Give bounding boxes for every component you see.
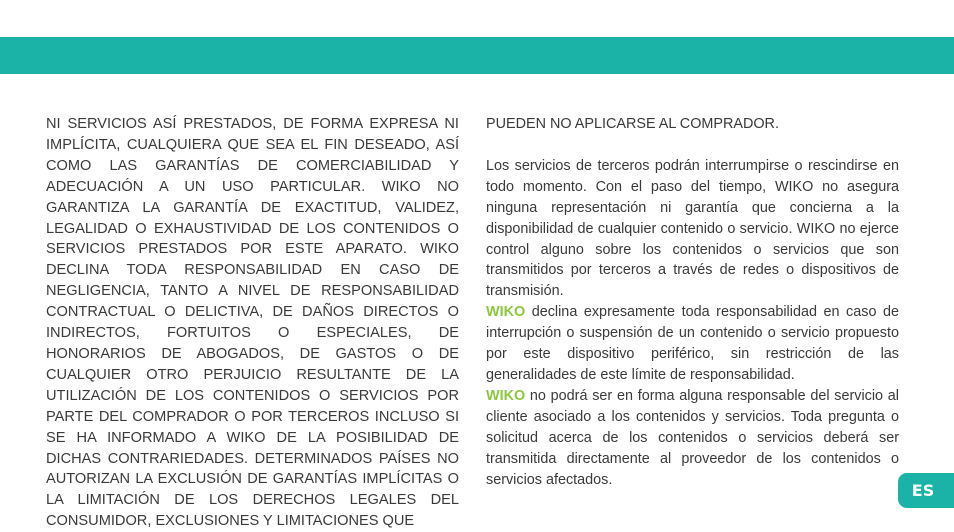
right-column [486, 114, 899, 490]
third-party-services-paragraph: Los servicios de terceros podrán interrumpirse o rescindirse en todo momento. Con el paso del tiempo, WIKO no asegura ninguna representación ni garantía que concierna a la disponibilidad de cualquier contenido o servicio. WIKO no ejerce control alguno sobre los contenidos o servicios que son transmitidos por terceros a través de redes o dispositivos de transmisión. [486, 157, 899, 300]
customer-service-text: no podrá ser en forma alguna responsable del servicio al cliente asociado a los contenidos y servicios. Toda pregunta o solicitud acerca de los contenidos o servicios deberá ser transmitida directamente al proveedor de los contenidos o servicios afectados. [486, 387, 899, 488]
interruption-paragraph [486, 302, 899, 386]
brand-name: WIKO [486, 304, 526, 321]
left-column-text: NI SERVICIOS ASÍ PRESTADOS, DE FORMA EXPRESA NI IMPLÍCITA, CUALQUIERA QUE SEA EL FIN DESEADO, ASÍ COMO LAS GARANTÍAS DE COMERCIABILIDAD Y ADECUACIÓN A UN USO PARTICULAR. WIKO NO GARANTIZA LA GARANTÍA DE EXACTITUD, VALIDEZ, LEGALIDAD O EXHAUSTIVIDAD DE LOS CONTENIDOS O SERVICIOS PRESTADOS POR ESTE APARATO. WIKO DECLINA TODA RESPONSABILIDAD EN CASO DE NEGLIGENCIA, TANTO A NIVEL DE RESPONSABILIDAD CONTRACTUAL O DELICTIVA, DE DAÑOS DIRECTOS O INDIRECTOS, FORTUITOS O ESPECIALES, DE HONORARIOS DE ABOGADOS, DE GASTOS O DE CUALQUIER OTRO PERJUICIO RESULTANTE DE LA UTILIZACIÓN DE LOS CONTENIDOS O SERVICIOS POR PARTE DEL COMPRADOR O POR TERCEROS INCLUSO SI SE HA INFORMADO A WIKO DE LA POSIBILIDAD DE DICHAS CONTRARIEDADES. DETERMINADOS PAÍSES NO AUTORIZAN LA EXCLUSIÓN DE GARANTÍAS IMPLÍCITAS O LA LIMITACIÓN DE LOS DERECHOS LEGALES DEL CONSUMIDOR, EXCLUSIONES Y LIMITACIONES QUE [46, 116, 459, 530]
header-band [0, 37, 954, 74]
customer-service-paragraph [486, 386, 899, 491]
left-column [46, 114, 459, 532]
brand-name: WIKO [486, 387, 526, 404]
right-column-continuation: PUEDEN NO APLICARSE AL COMPRADOR. [486, 116, 779, 132]
language-tab: ES [898, 473, 954, 508]
interruption-text: declina expresamente toda responsabilidad en caso de interrupción o suspensión de un contenido o servicio propuesto por este dispositivo periférico, sin restricción de las generalidades de este límite de responsabilidad. [486, 304, 899, 383]
